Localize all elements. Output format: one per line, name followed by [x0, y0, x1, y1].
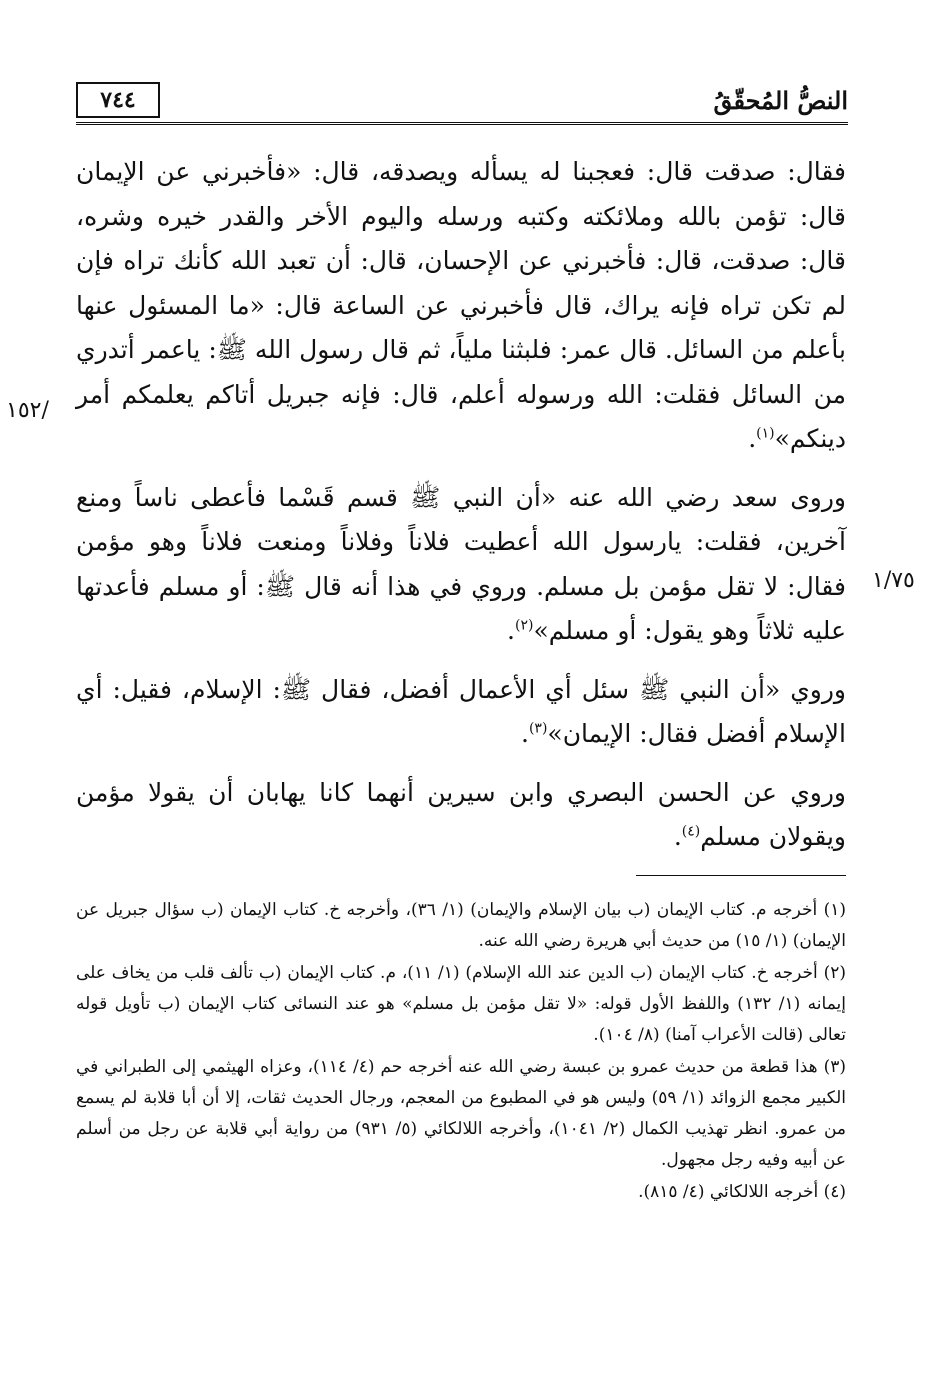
paragraph — [76, 150, 846, 462]
footnote-ref: (٤) — [681, 823, 701, 840]
paragraph — [76, 771, 846, 860]
footnote: (٤) أخرجه اللالكائي (٤/ ٨١٥). — [638, 1182, 846, 1202]
footnote: (١) أخرجه م. كتاب الإيمان (ب بيان الإسلام والإيمان) (١/ ٣٦)، وأخرجه خ. كتاب الإيمان (ب سؤال جبريل عن الإيمان) (١/ ١٥) من حديث أبي هريرة رضي الله عنه. — [76, 900, 846, 951]
paragraph — [76, 476, 846, 654]
paragraph-text: فقال: صدقت قال: فعجبنا له يسأله ويصدقه، قال: «فأخبرني عن الإيمان قال: تؤمن بالله وملائكته وكتبه ورسله واليوم الأخر والقدر خيره وشره، قال: صدقت، قال: فأخبرني عن الإحسان، قال: أن تعبد الله كأنك تراه فإن لم تكن تراه فإنه يراك، قال فأخبرني عن الساعة قال: «ما المسئول عنها بأعلم من السائل. قال عمر: فلبثنا ملياً، ثم قال رسول الله ﷺ: ياعمر أتدري من السائل فقلت: الله ورسوله أعلم، قال: فإنه جبريل أتاكم يعلمكم أمر دينكم» — [76, 157, 846, 453]
margin-folio-note: /١٥٢ — [6, 398, 49, 423]
paragraph-text: وروي «أن النبي ﷺ سئل أي الأعمال أفضل، فقال ﷺ: الإسلام، فقيل: أي الإسلام أفضل فقال: الإيمان» — [76, 674, 846, 748]
paragraph — [76, 668, 846, 757]
page-header — [76, 82, 848, 130]
footnote: (٣) هذا قطعة من حديث عمرو بن عبسة رضي الله عنه أخرجه حم (٤/ ١١٤)، وعزاه الهيثمي إلى الطبراني في الكبير مجمع الزوائد (١/ ٥٩) وليس هو في المطبوع من المعجم، ورجال الحديث ثقات، إلا أن أبا قلابة لم يسمع من عمرو. انظر تهذيب الكمال (٢/ ١٠٤١)، وأخرجه اللالكائي (٥/ ٩٣١) من رواية أبي قلابة عن رجل من أسلم عن أبيه وفيه رجل مجهول. — [76, 1057, 846, 1170]
paragraph-text: وروي عن الحسن البصري وابن سيرين أنهما كانا يهابان أن يقولا مؤمن ويقولان مسلم — [76, 777, 846, 851]
period: . — [520, 719, 529, 748]
header-divider — [76, 122, 848, 125]
footnote-ref: (١) — [756, 425, 775, 442]
paragraph-text: وروى سعد رضي الله عنه «أن النبي ﷺ قسم قَسْما فأعطى ناساً ومنع آخرين، فقلت: يارسول الله أعطيت فلاناً وفلاناً ومنعت فلاناً وهو مؤمن فقال: لا تقل مؤمن بل مسلم. وروي في هذا أنه قال ﷺ: أو مسلم فأعدتها عليه ثلاثاً وهو يقول: أو مسلم» — [76, 482, 846, 645]
margin-folio-note: ١/٧٥ — [872, 568, 915, 593]
period: . — [507, 616, 515, 645]
running-title: النصُّ المُحقّقُ — [713, 86, 848, 115]
page-number: ٧٤٤ — [76, 82, 160, 118]
main-text — [76, 150, 846, 874]
period: . — [673, 822, 682, 851]
footnote-ref: (٣) — [528, 720, 548, 737]
footnotes — [76, 895, 846, 1209]
footnote-ref: (٢) — [515, 617, 534, 634]
footnote-divider — [636, 875, 846, 876]
footnote: (٢) أخرجه خ. كتاب الإيمان (ب الدين عند الله الإسلام) (١/ ١١)، م. كتاب الإيمان (ب تألف قلب من يخاف على إيمانه (١/ ١٣٢) واللفظ الأول قوله: «لا تقل مؤمن بل مسلم» هو عند النسائى كتاب الإيمان (ب تأويل قوله تعالى (قالت الأعراب آمنا) (٨/ ١٠٤). — [76, 963, 847, 1045]
period: . — [748, 424, 757, 453]
